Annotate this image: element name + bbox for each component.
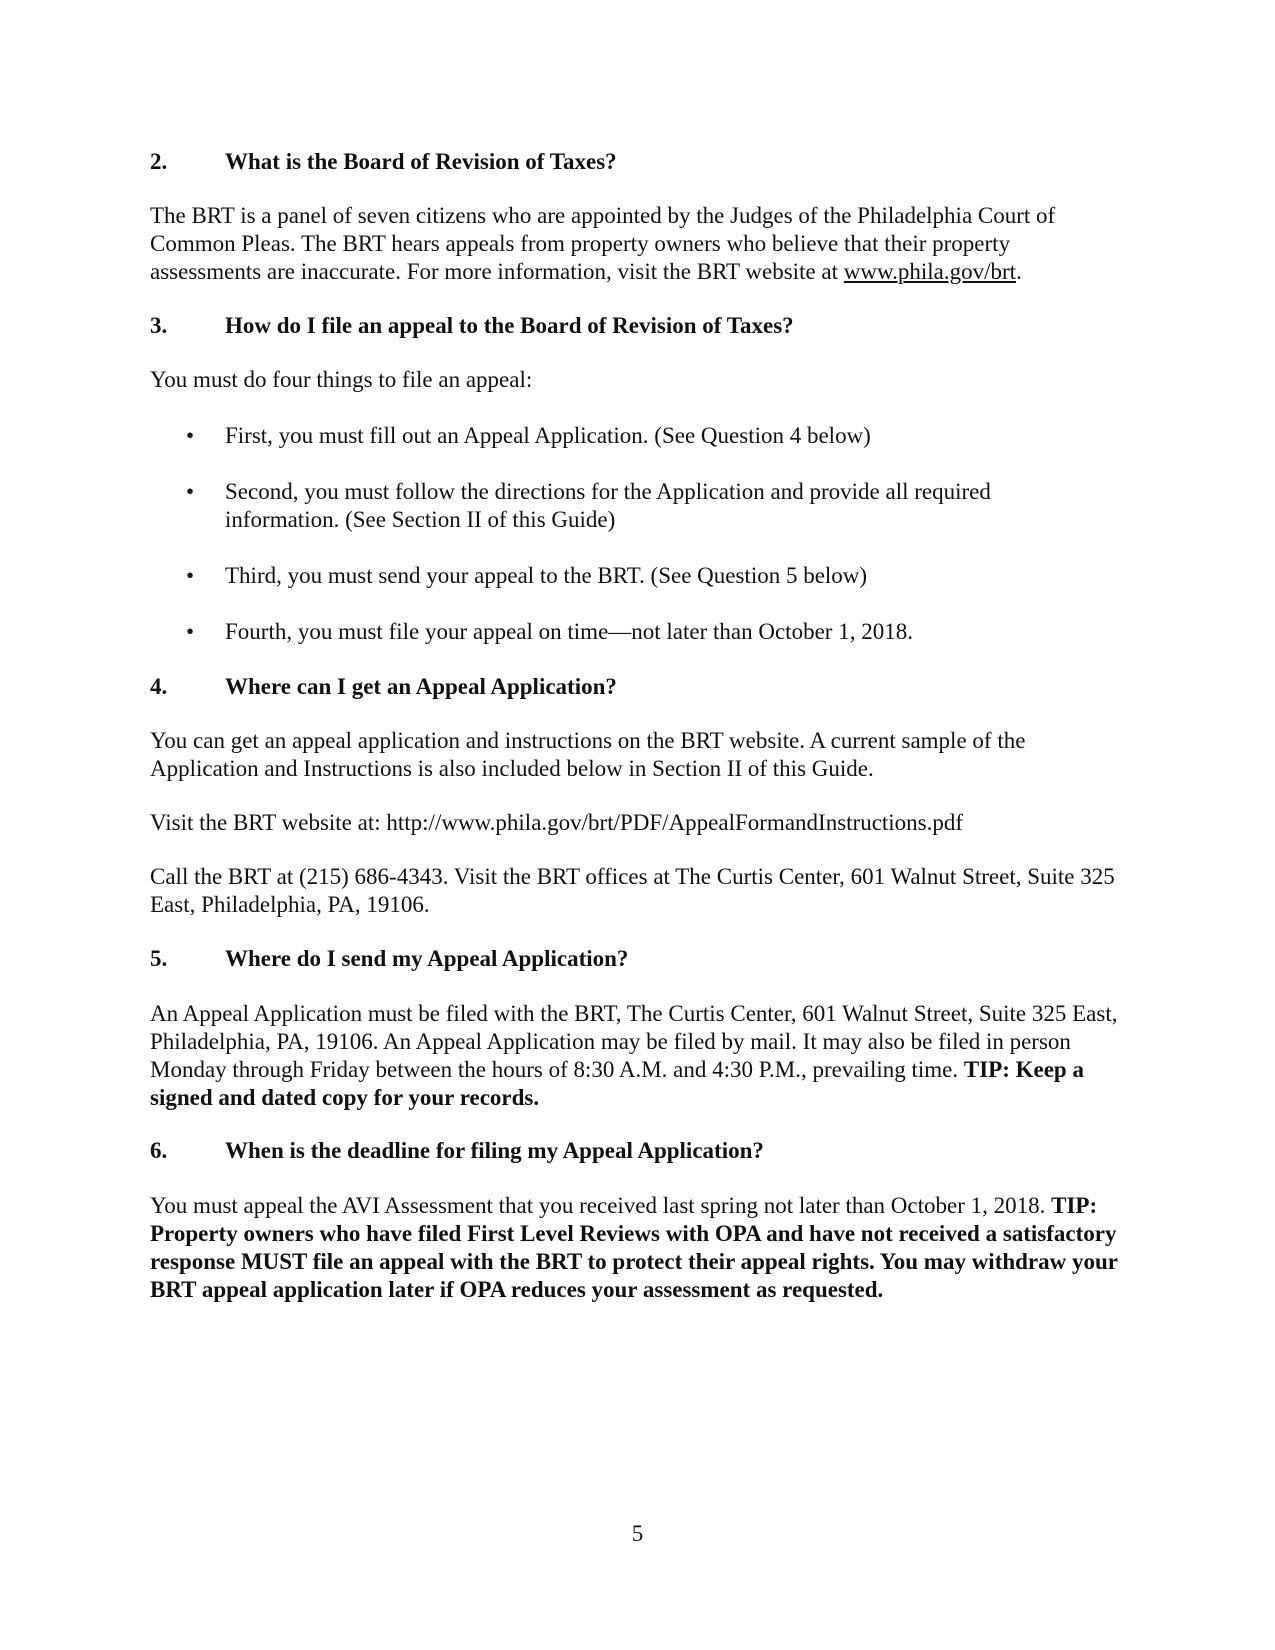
section-title: When is the deadline for filing my Appeal Application? — [225, 1138, 764, 1163]
page-number: 5 — [631, 1521, 644, 1546]
tip-text: TIP: Keep a signed and dated copy for your records. — [150, 1057, 1084, 1110]
list-item — [150, 422, 1125, 450]
paragraph-end: . — [1016, 259, 1022, 284]
section-2-paragraph — [150, 202, 1125, 286]
section-4-paragraph-1: You can get an appeal application and instructions on the BRT website. A current sample of the Application and Instructions is also included below in Section II of this Guide. — [150, 728, 1026, 781]
section-3-heading — [150, 312, 1125, 340]
bullet-glyph: • — [186, 619, 195, 644]
list-item-text: Third, you must send your appeal to the BRT. (See Question 5 below) — [225, 563, 868, 588]
brt-website-link[interactable]: www.phila.gov/brt — [843, 259, 1017, 284]
section-2-heading — [150, 148, 1125, 176]
list-item — [150, 478, 1125, 534]
bullet-glyph: • — [186, 563, 195, 588]
section-5-heading — [150, 945, 1125, 973]
section-number: 6. — [150, 1138, 168, 1163]
section-title: Where do I send my Appeal Application? — [225, 946, 629, 971]
list-item — [150, 618, 1125, 646]
paragraph-text: The BRT is a panel of seven citizens who are appointed by the Judges of the Philadelphia Court of Common Pleas. The BRT hears appeals from property owners who believe that their property assessments are inaccurate. For more information, visit the BRT website at — [150, 203, 1056, 284]
list-item-text: Second, you must follow the directions for the Application and provide all required information. (See Section II of this Guide) — [225, 479, 991, 532]
list-item-text: Fourth, you must file your appeal on time—not later than October 1, 2018. — [225, 619, 913, 644]
list-item — [150, 562, 1125, 590]
paragraph-text: You must appeal the AVI Assessment that you received last spring not later than October 1, 2018. — [150, 1193, 1052, 1218]
section-title: Where can I get an Appeal Application? — [225, 674, 617, 699]
section-3-intro: You must do four things to file an appeal: — [150, 367, 533, 392]
list-item-text: First, you must fill out an Appeal Application. (See Question 4 below) — [225, 423, 871, 448]
paragraph-text: An Appeal Application must be filed with the BRT, The Curtis Center, 601 Walnut Street, Suite 325 East, Philadelphia, PA, 19106. An Appeal Application may be filed by mail. It may also be filed in person Monday through Friday between the hours of 8:30 A.M. and 4:30 P.M., prevailing time. — [150, 1001, 1118, 1082]
section-5-paragraph — [150, 1000, 1125, 1112]
section-number: 2. — [150, 149, 168, 174]
bullet-glyph: • — [186, 479, 195, 504]
section-number: 5. — [150, 946, 168, 971]
section-title: How do I file an appeal to the Board of Revision of Taxes? — [225, 313, 794, 338]
section-4-paragraph-2: Visit the BRT website at: http://www.phila.gov/brt/PDF/AppealFormandInstructions.pdf — [150, 810, 964, 835]
section-6-heading — [150, 1137, 1125, 1165]
section-number: 4. — [150, 674, 168, 699]
section-4-paragraph-3: Call the BRT at (215) 686-4343. Visit the BRT offices at The Curtis Center, 601 Walnut Street, Suite 325 East, Philadelphia, PA, 19106. — [150, 864, 1115, 917]
section-number: 3. — [150, 313, 168, 338]
section-4-heading — [150, 673, 1125, 701]
section-title: What is the Board of Revision of Taxes? — [225, 149, 617, 174]
tip-text: TIP: Property owners who have filed First Level Reviews with OPA and have not received a satisfactory response MUST file an appeal with the BRT to protect their appeal rights. You may withdraw your BRT appeal application later if OPA reduces your assessment as requested. — [150, 1193, 1118, 1302]
section-6-paragraph — [150, 1192, 1125, 1304]
bullet-glyph: • — [186, 423, 195, 448]
